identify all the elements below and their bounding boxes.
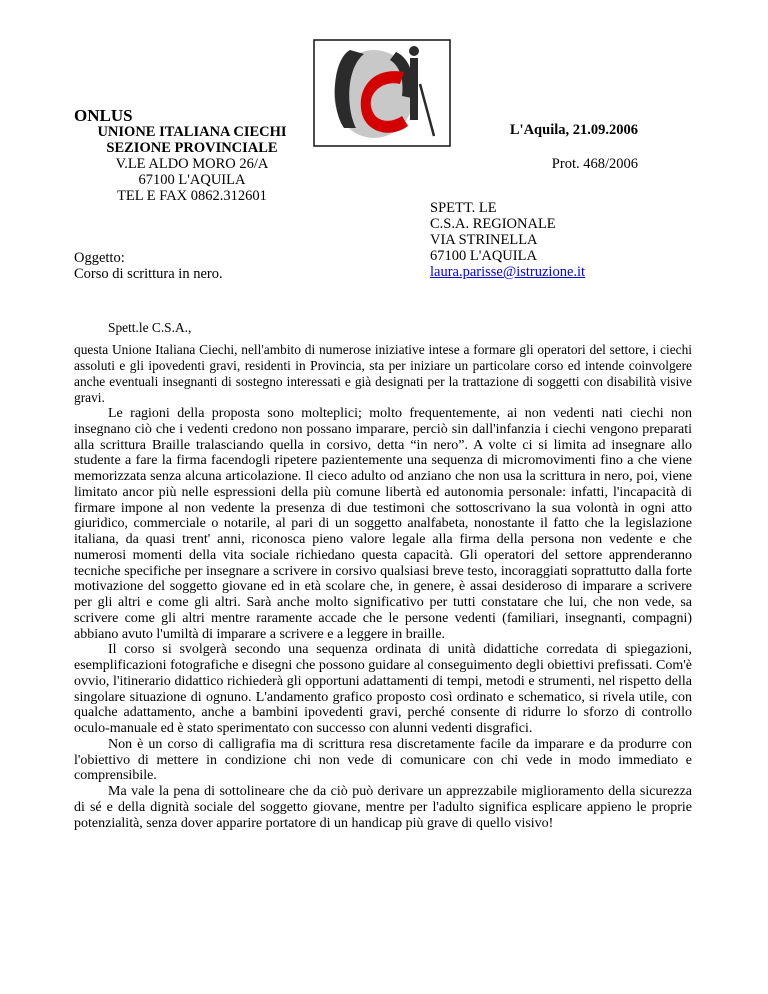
org-city: 67100 L'AQUILA <box>138 172 246 188</box>
letter-body <box>74 406 692 831</box>
letter-intro <box>74 320 692 406</box>
recipient-line: VIA STRINELLA <box>430 232 538 248</box>
body-paragraph: Il corso si svolgerà secondo una sequenza ordinata di unità didattiche corredata di spiegazioni, esemplificazioni fotografiche e disegni che possono guidare al conseguimento degli obiettivi prefissati. Com'è ovvio, l'itinerario didattico richiederà gli opportuni adattamenti di tempi, metodi e strumenti, nel rispetto della singolare situazione di ognuno. L'andamento grafico proposto così ordinato e schematico, si rivela utile, con qualche adattamento, anche a bambini ipovedenti gravi, perché consente di ridurre lo sforzo di controllo oculo-manuale ed è stato sperimentato con successo con alunni vedenti disgrafici. <box>74 642 692 736</box>
sender-address <box>74 124 310 204</box>
org-name: UNIONE ITALIANA CIECHI <box>97 124 287 140</box>
letter-date: L'Aquila, 21.09.2006 <box>509 122 638 138</box>
onlus-label: ONLUS <box>74 106 133 125</box>
recipient-email-link[interactable]: laura.parisse@istruzione.it <box>430 264 586 280</box>
body-paragraph: Ma vale la pena di sottolineare che da ciò può derivare un apprezzabile miglioramento della sicurezza di sé e della dignità sociale del soggetto giovane, mentre per l'adulto significa esplicare appieno le proprie potenzialità, senza dover apparire portatore di un handicap più grave di quello visivo! <box>74 784 692 831</box>
recipient-line: SPETT. LE <box>430 200 497 216</box>
salutation: Spett.le C.S.A., <box>108 320 192 335</box>
body-paragraph: Le ragioni della proposta sono molteplici; molto frequentemente, ai non vedenti nati ciechi non insegnano ciò che i vedenti credono non possano imparare, perciò sin dall'infanzia i ciechi vengono preparati alla scrittura Braille tralasciando quella in corsivo, detta “in nero”. A volte ci si limita ad insegnare allo studente a fare la firma facendogli ripetere pazientemente una sequenza di micromovimenti fino a che viene memorizzata senza alcuna articolazione. Il cieco adulto od anziano che non usa la scrittura in nero, poi, viene limitato ancor più nelle espressioni della più comune libertà ed autonomia personale: infatti, l'incapacità di firmare impone al non vedente la presenza di due testimoni che sottoscrivano la sua volontà in ogni atto giuridico, commerciale o notarile, al pari di un soggetto analfabeta, nonostante il fatto che la legislazione italiana, da quasi trent' anni, riconosca pieno valore legale alla firma della persona non vedente e che numerosi momenti della vita sociale richiedano questa capacità. Gli operatori del settore apprenderanno tecniche specifiche per insegnare a scrivere in corsivo qualsiasi breve testo, incoraggiati soprattutto dalla forte motivazione del soggetto giovane ed in età scolare che, in genere, è assai desideroso di imparare a scrivere per gli altri e come gli altri. Sarà anche molto significativo per tutti constatare che lui, che non vede, sa scrivere come gli altri mentre raramente accade che le persone vedenti (familiari, insegnanti, compagni) abbiano avuto l'umiltà di imparare a scrivere e a leggere in braille. <box>74 406 692 642</box>
recipient-address <box>430 200 585 280</box>
org-section: SEZIONE PROVINCIALE <box>106 140 278 156</box>
subject-label: Oggetto: <box>74 250 125 266</box>
org-phone: TEL E FAX 0862.312601 <box>117 188 267 204</box>
intro-paragraph: questa Unione Italiana Ciechi, nell'ambito di numerose iniziative intese a formare gli operatori del settore, i ciechi assoluti e gli ipovedenti gravi, residenti in Provincia, sta per iniziare un particolare corso ed intende coinvolgere anche eventuali insegnanti di sostegno interessati e già designati per la trattazione di soggetti con disabilità visive gravi. <box>74 342 692 405</box>
subject-text: Corso di scrittura in nero. <box>74 266 223 282</box>
recipient-line: 67100 L'AQUILA <box>430 248 537 264</box>
org-street: V.LE ALDO MORO 26/A <box>115 156 269 172</box>
body-paragraph: Non è un corso di calligrafia ma di scrittura resa discretamente facile da imparare e da produrre con l'obiettivo di mettere in condizione chi non vede di comunicare con chi vede in modo immediato e comprensibile. <box>74 736 692 784</box>
protocol-number: Prot. 468/2006 <box>551 156 638 172</box>
subject <box>74 250 223 282</box>
recipient-line: C.S.A. REGIONALE <box>430 216 556 232</box>
